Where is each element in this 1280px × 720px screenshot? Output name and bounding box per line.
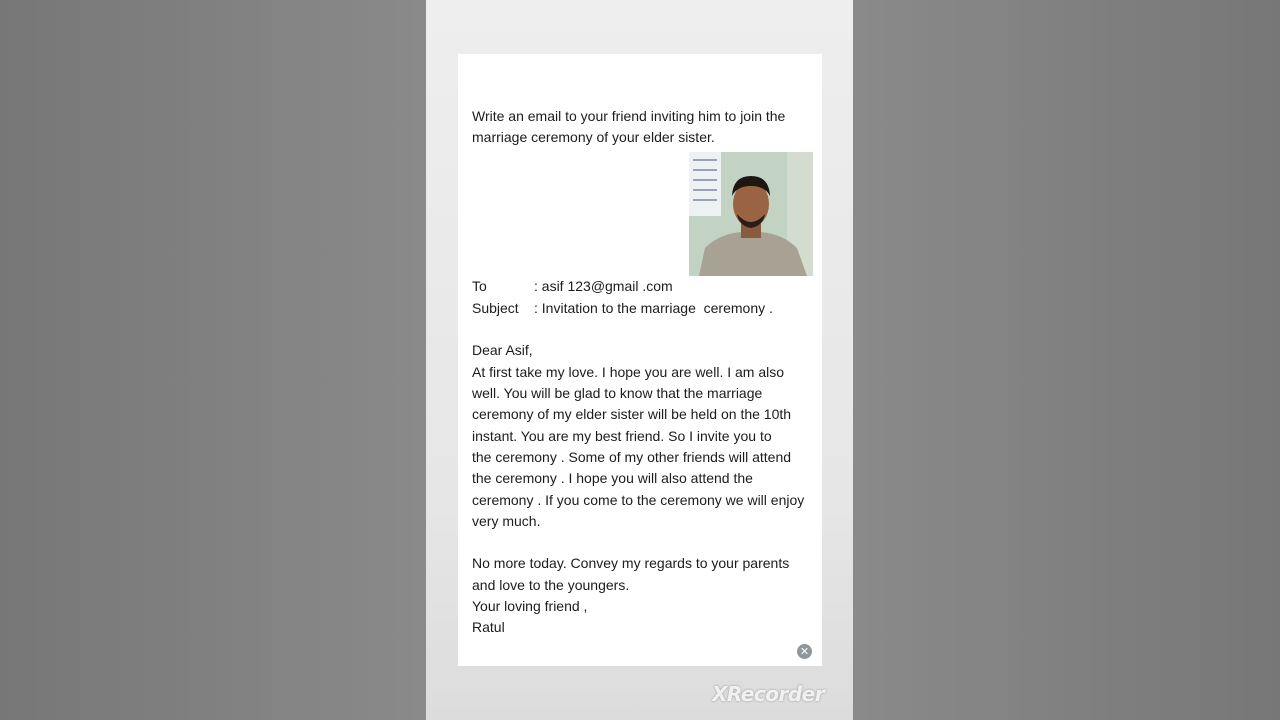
prompt-line-2: marriage ceremony of your elder sister. [472,129,715,145]
subject-value: : Invitation to the marriage ceremony . [534,300,773,316]
webcam-overlay[interactable] [689,152,813,276]
body-line: ceremony of my elder sister will be held on the 10th [472,406,792,422]
body-line: instant. You are my best friend. So I invite you to [472,428,772,444]
prompt-line-1: Write an email to your friend inviting him to join the [472,108,786,124]
subject-label: Subject [472,300,519,316]
body-line: ceremony . If you come to the ceremony we will enjoy [472,492,805,508]
left-blur-background [0,0,426,720]
body-line: At first take my love. I hope you are well. I am also [472,364,785,380]
closing-line: and love to the youngers. [472,577,630,593]
right-blur-background [853,0,1280,720]
to-value: : asif 123@gmail .com [534,278,673,294]
body-line: the ceremony . Some of my other friends will attend [472,449,792,465]
body-line: very much. [472,513,541,529]
greeting: Dear Asif, [472,342,533,358]
recorder-watermark: XRecorder [712,682,825,706]
signoff: Your loving friend , [472,598,588,614]
sender-name: Ratul [472,619,505,635]
closing-line: No more today. Convey my regards to your parents [472,555,790,571]
to-label: To [472,278,487,294]
close-icon[interactable]: ✕ [797,644,812,659]
person-video-frame [689,152,813,276]
body-line: the ceremony . I hope you will also attend the [472,470,753,486]
body-line: well. You will be glad to know that the marriage [472,385,763,401]
